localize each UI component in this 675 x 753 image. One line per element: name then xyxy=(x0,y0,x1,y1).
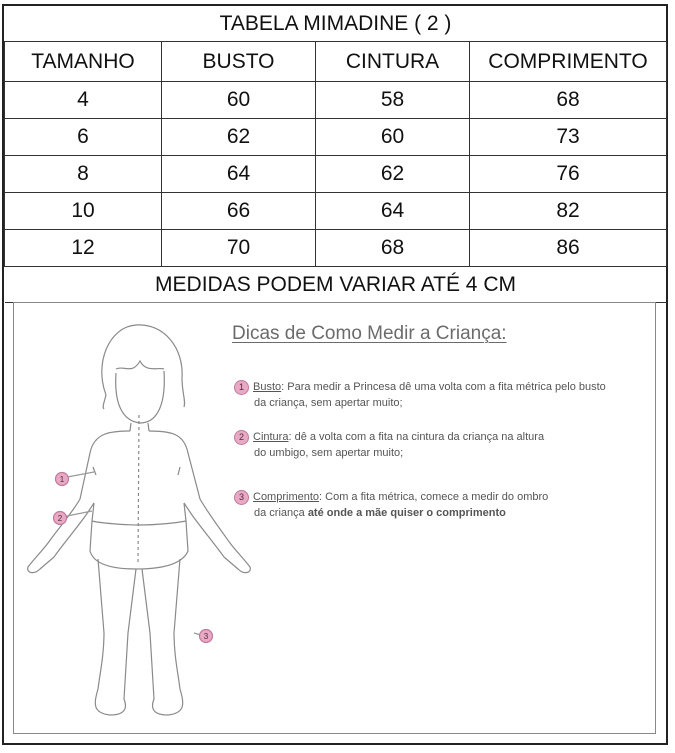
cell-size: 10 xyxy=(5,193,162,230)
tip-term: Cintura xyxy=(253,431,289,443)
cell-size: 6 xyxy=(5,119,162,156)
size-table xyxy=(4,6,667,303)
marker-1-label: 1 xyxy=(59,475,65,484)
tip-text-line2: do umbigo, sem apertar muito; xyxy=(254,447,404,459)
cell-waist: 58 xyxy=(316,82,470,119)
cell-waist: 64 xyxy=(316,193,470,230)
header-length: COMPRIMENTO xyxy=(470,42,667,82)
table-row xyxy=(5,230,667,267)
table-row xyxy=(5,156,667,193)
cell-waist: 62 xyxy=(316,156,470,193)
cell-bust: 64 xyxy=(162,156,316,193)
table-header-row xyxy=(5,42,667,82)
left-arm-outline xyxy=(28,431,130,573)
tip-text-line2 xyxy=(234,505,654,521)
cell-length: 76 xyxy=(470,156,667,193)
left-leg-outline xyxy=(95,559,136,715)
tip-number-icon: 1 xyxy=(234,380,249,395)
hair-left-tip xyxy=(103,395,106,409)
cell-bust: 66 xyxy=(162,193,316,230)
marker-2-icon xyxy=(54,512,67,525)
tip-text: : Com a fita métrica, comece a medir do ombro xyxy=(319,491,549,503)
header-size: TAMANHO xyxy=(5,42,162,82)
cell-waist: 68 xyxy=(316,230,470,267)
measuring-guide xyxy=(13,302,656,734)
tip-number-icon: 2 xyxy=(234,430,249,445)
marker-2-label: 2 xyxy=(57,514,63,523)
chest-marks xyxy=(93,467,180,475)
cell-length: 86 xyxy=(470,230,667,267)
table-title: TABELA MIMADINE ( 2 ) xyxy=(5,6,667,42)
tip-length xyxy=(234,489,654,521)
tip-term: Busto xyxy=(253,381,282,393)
tip-number-icon: 3 xyxy=(234,490,249,505)
center-line xyxy=(138,415,139,565)
header-bust: BUSTO xyxy=(162,42,316,82)
cell-bust: 62 xyxy=(162,119,316,156)
fringe-outline xyxy=(116,361,164,369)
cell-waist: 60 xyxy=(316,119,470,156)
tip-text-line2-plain: da criança xyxy=(254,507,308,519)
cell-length: 82 xyxy=(470,193,667,230)
table-row xyxy=(5,193,667,230)
cell-bust: 70 xyxy=(162,230,316,267)
cell-size: 12 xyxy=(5,230,162,267)
cell-length: 73 xyxy=(470,119,667,156)
right-leg-outline xyxy=(142,559,183,715)
face-outline xyxy=(116,371,165,423)
marker-3-label: 3 xyxy=(203,632,209,641)
tip-term: Comprimento xyxy=(253,491,320,503)
tip-bust xyxy=(234,379,654,411)
cell-size: 8 xyxy=(5,156,162,193)
shorts-outline xyxy=(90,521,188,569)
marker-3-icon xyxy=(200,630,213,643)
marker-1-icon xyxy=(56,473,69,486)
table-row xyxy=(5,119,667,156)
cell-size: 4 xyxy=(5,82,162,119)
variation-note: MEDIDAS PODEM VARIAR ATÉ 4 CM xyxy=(5,267,667,303)
tip-text: : dê a volta com a fita na cintura da criança na altura xyxy=(288,431,545,443)
cell-bust: 60 xyxy=(162,82,316,119)
tip-text-line2: da criança, sem apertar muito; xyxy=(254,397,403,409)
cell-length: 68 xyxy=(470,82,667,119)
tip-waist xyxy=(234,429,654,461)
right-inner-arm xyxy=(184,503,224,557)
guide-title: Dicas de Como Medir a Criança: xyxy=(232,323,507,344)
header-waist: CINTURA xyxy=(316,42,470,82)
table-row xyxy=(5,82,667,119)
tip-text: : Para medir a Princesa dê uma volta com a fita métrica pelo busto xyxy=(281,381,606,393)
waist-outline xyxy=(92,503,186,525)
tip-text-bold: até onde a mãe quiser o comprimento xyxy=(307,507,506,519)
